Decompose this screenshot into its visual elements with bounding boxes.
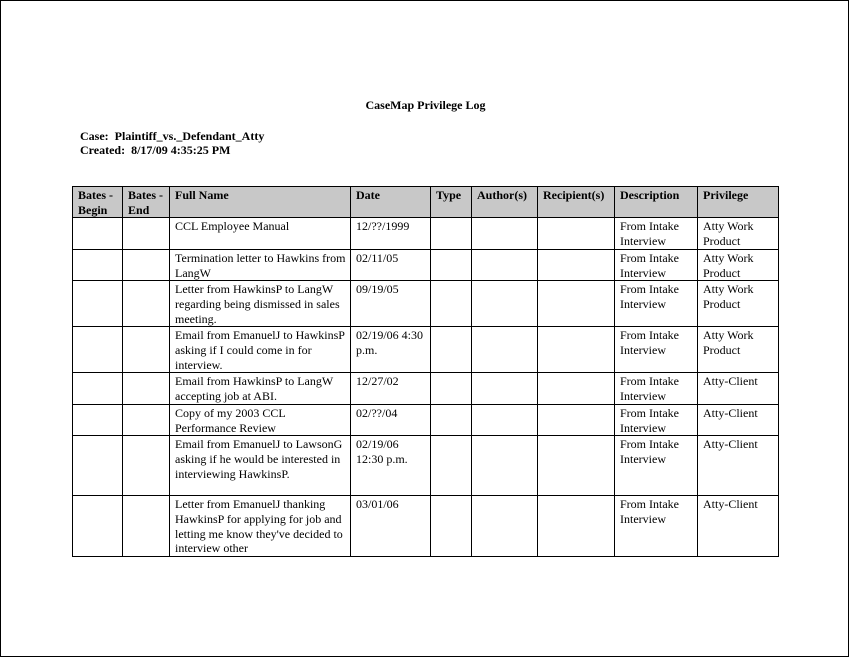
cell-authors (472, 249, 538, 280)
cell-bates-end (123, 281, 170, 327)
cell-bates-end (123, 218, 170, 249)
col-header-privilege: Privilege (698, 187, 779, 218)
cell-date: 02/11/05 (351, 249, 431, 280)
table-row (73, 373, 779, 404)
cell-full-name: Letter from EmanuelJ thanking HawkinsP for applying for job and letting me know they've decided to interview other (170, 496, 351, 557)
cell-type (431, 436, 472, 496)
cell-bates-end (123, 436, 170, 496)
table-row (73, 249, 779, 280)
table-row (73, 281, 779, 327)
table-row (73, 496, 779, 557)
cell-bates-end (123, 373, 170, 404)
cell-bates-begin (73, 404, 123, 435)
col-header-full-name: Full Name (170, 187, 351, 218)
cell-authors (472, 436, 538, 496)
col-header-bates-begin: Bates - Begin (73, 187, 123, 218)
cell-full-name: Email from EmanuelJ to HawkinsP asking if I could come in for interview. (170, 327, 351, 373)
cell-date: 02/??/04 (351, 404, 431, 435)
cell-description: From Intake Interview (615, 373, 698, 404)
cell-bates-begin (73, 436, 123, 496)
cell-full-name: Email from EmanuelJ to LawsonG asking if he would be interested in interviewing HawkinsP. (170, 436, 351, 496)
cell-full-name: Email from HawkinsP to LangW accepting job at ABI. (170, 373, 351, 404)
cell-date: 02/19/06 12:30 p.m. (351, 436, 431, 496)
cell-privilege: Atty-Client (698, 436, 779, 496)
cell-type (431, 327, 472, 373)
cell-type (431, 496, 472, 557)
case-value: Plaintiff_vs._Defendant_Atty (114, 129, 265, 143)
cell-bates-end (123, 327, 170, 373)
cell-privilege: Atty Work Product (698, 249, 779, 280)
cell-recipients (538, 281, 615, 327)
cell-type (431, 281, 472, 327)
cell-privilege: Atty Work Product (698, 218, 779, 249)
col-header-description: Description (615, 187, 698, 218)
col-header-recipients: Recipient(s) (538, 187, 615, 218)
cell-recipients (538, 249, 615, 280)
cell-full-name: Termination letter to Hawkins from LangW (170, 249, 351, 280)
cell-description: From Intake Interview (615, 327, 698, 373)
cell-date: 02/19/06 4:30 p.m. (351, 327, 431, 373)
cell-full-name: CCL Employee Manual (170, 218, 351, 249)
cell-date: 12/27/02 (351, 373, 431, 404)
cell-bates-begin (73, 249, 123, 280)
cell-full-name: Copy of my 2003 CCL Performance Review (170, 404, 351, 435)
cell-privilege: Atty-Client (698, 496, 779, 557)
table-header-row (73, 187, 779, 218)
cell-type (431, 218, 472, 249)
cell-description: From Intake Interview (615, 218, 698, 249)
privilege-log-table (72, 186, 779, 557)
cell-privilege: Atty Work Product (698, 281, 779, 327)
cell-privilege: Atty Work Product (698, 327, 779, 373)
cell-bates-begin (73, 281, 123, 327)
cell-authors (472, 373, 538, 404)
cell-authors (472, 404, 538, 435)
cell-description: From Intake Interview (615, 436, 698, 496)
table-row (73, 327, 779, 373)
cell-bates-begin (73, 327, 123, 373)
created-label: Created: (80, 143, 126, 157)
cell-date: 09/19/05 (351, 281, 431, 327)
cell-bates-begin (73, 373, 123, 404)
cell-description: From Intake Interview (615, 249, 698, 280)
cell-recipients (538, 404, 615, 435)
created-value: 8/17/09 4:35:25 PM (131, 143, 231, 157)
cell-bates-begin (73, 496, 123, 557)
table-row (73, 218, 779, 249)
table-row (73, 404, 779, 435)
cell-full-name: Letter from HawkinsP to LangW regarding being dismissed in sales meeting. (170, 281, 351, 327)
col-header-type: Type (431, 187, 472, 218)
cell-date: 12/??/1999 (351, 218, 431, 249)
cell-authors (472, 281, 538, 327)
created-line (80, 143, 230, 158)
cell-type (431, 373, 472, 404)
case-label: Case: (80, 129, 109, 143)
cell-description: From Intake Interview (615, 281, 698, 327)
cell-privilege: Atty-Client (698, 373, 779, 404)
cell-description: From Intake Interview (615, 496, 698, 557)
cell-recipients (538, 327, 615, 373)
cell-privilege: Atty-Client (698, 404, 779, 435)
case-line (80, 129, 264, 144)
cell-authors (472, 327, 538, 373)
col-header-authors: Author(s) (472, 187, 538, 218)
cell-bates-end (123, 404, 170, 435)
cell-recipients (538, 218, 615, 249)
cell-type (431, 404, 472, 435)
cell-bates-end (123, 496, 170, 557)
cell-recipients (538, 373, 615, 404)
cell-recipients (538, 436, 615, 496)
cell-description: From Intake Interview (615, 404, 698, 435)
cell-type (431, 249, 472, 280)
col-header-bates-end: Bates - End (123, 187, 170, 218)
cell-recipients (538, 496, 615, 557)
cell-authors (472, 218, 538, 249)
cell-date: 03/01/06 (351, 496, 431, 557)
cell-bates-end (123, 249, 170, 280)
cell-bates-begin (73, 218, 123, 249)
document-title: CaseMap Privilege Log (365, 98, 486, 112)
table-row (73, 436, 779, 496)
col-header-date: Date (351, 187, 431, 218)
cell-authors (472, 496, 538, 557)
